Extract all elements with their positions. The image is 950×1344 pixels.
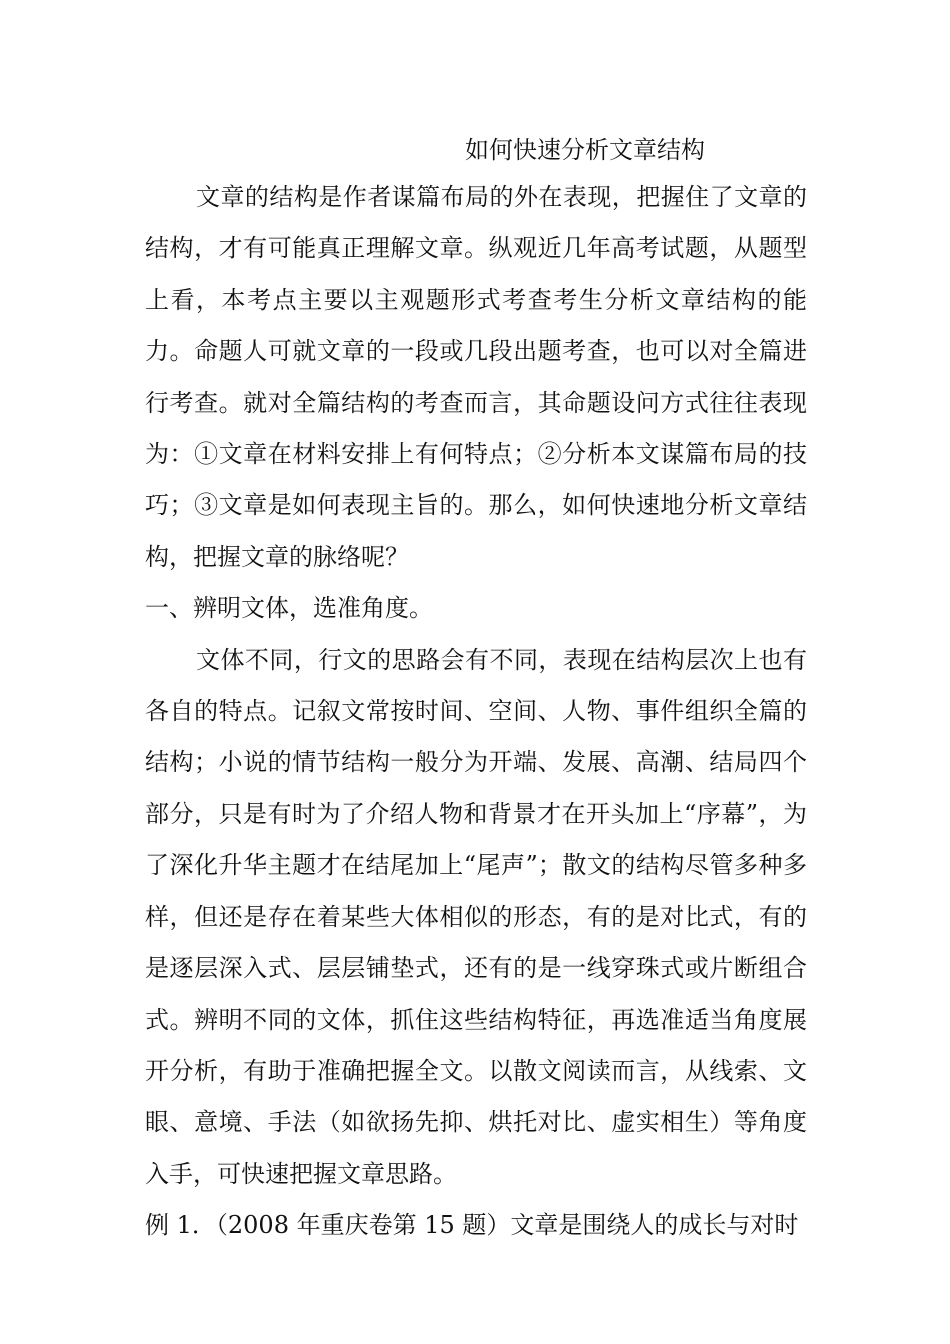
section-1-paragraph: 文体不同，行文的思路会有不同，表现在结构层次上也有各自的特点。记叙文常按时间、空间、人物、事件组织全篇的结构；小说的情节结构一般分为开端、发展、高潮、结局四个部分，只是有时为了介绍人物和背景才在开头加上“序幕”，为了深化升华主题才在结尾加上“尾声”；散文的结构尽管多种多样，但还是存在着某些大体相似的形态，有的是对比式，有的是逐层深入式、层层铺垫式，还有的是一线穿珠式或片断组合式。辨明不同的文体，抓住这些结构特征，再选准适当角度展开分析，有助于准确把握全文。以散文阅读而言，从线索、文眼、意境、手法（如欲扬先抑、烘托对比、虚实相生）等角度入手，可快速把握文章思路。 (145, 645, 807, 1188)
section-heading-1: 一、辨明文体，选准角度。 (145, 594, 433, 623)
document-title: 如何快速分析文章结构 (465, 136, 705, 164)
document-page (145, 120, 807, 1252)
intro-paragraph: 文章的结构是作者谋篇布局的外在表现，把握住了文章的结构，才有可能真正理解文章。纵观近几年高考试题，从题型上看，本考点主要以主观题形式考查考生分析文章结构的能力。命题人可就文章的一段或几段出题考查，也可以对全篇进行考查。就对全篇结构的考查而言，其命题设问方式往往表现为：①文章在材料安排上有何特点；②分析本文谋篇布局的技巧；③文章是如何表现主旨的。那么，如何快速地分析文章结构，把握文章的脉络呢？ (145, 183, 807, 571)
example-1-paragraph: 例 1．（2008 年重庆卷第 15 题）文章是围绕人的成长与对时 (145, 1211, 799, 1240)
